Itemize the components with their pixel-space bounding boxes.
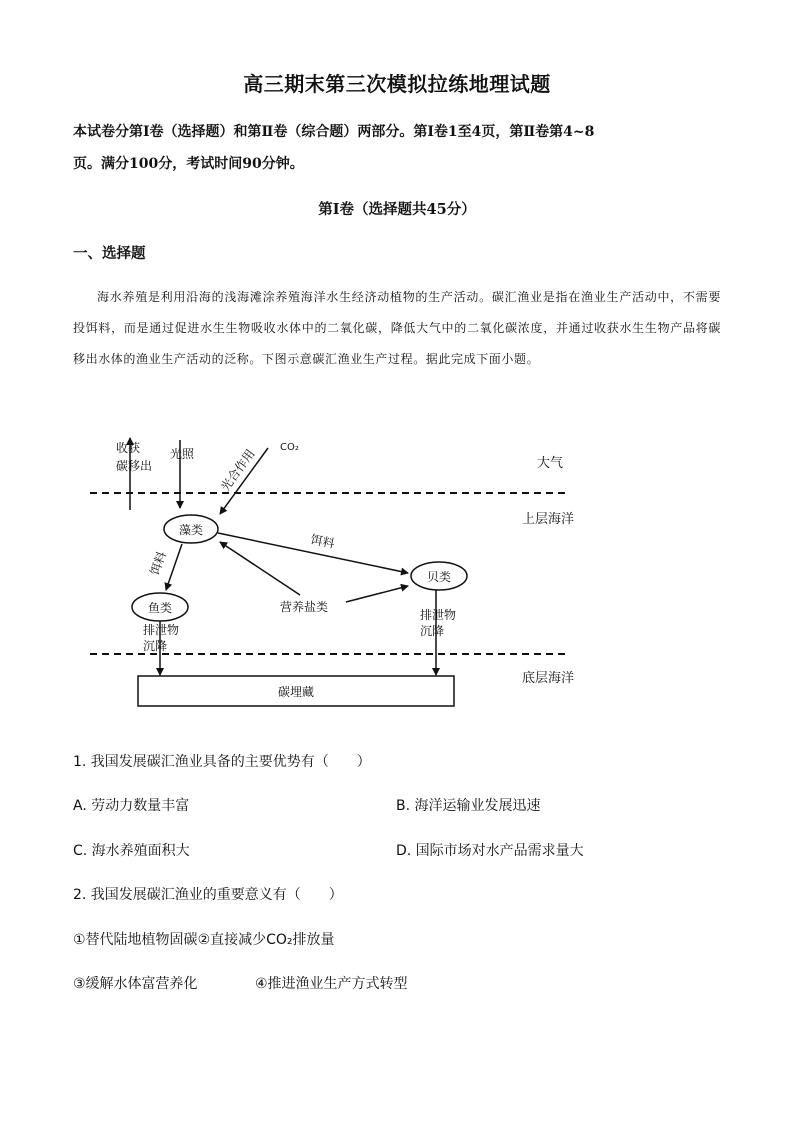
question-1-option-a[interactable]: A. 劳动力数量丰富 (73, 798, 190, 814)
question-2-item-1: ①替代陆地植物固碳 (73, 932, 198, 948)
feed-label-fish: 饵料 (147, 549, 170, 578)
carbon-sink-fishery-diagram (90, 430, 610, 720)
algae-label: 藻类 (178, 523, 204, 537)
shellfish-excreta-label-1: 排泄物 (420, 608, 457, 622)
intro-line-2: 页。满分100分，考试时间90分钟。 (73, 156, 304, 172)
question-1-option-c[interactable]: C. 海水养殖面积大 (73, 843, 190, 859)
nutrients-arrow-to-shellfish (346, 586, 408, 602)
feed-arrow-to-fish (166, 544, 182, 590)
photosynthesis-label: 光合作用 (218, 446, 258, 494)
part-heading: 一、选择题 (73, 245, 146, 262)
question-2-stem: 2. 我国发展碳汇渔业的重要意义有（ ） (73, 887, 343, 903)
co2-label: CO₂ (280, 442, 299, 453)
fish-label: 鱼类 (147, 601, 173, 615)
harvest-label-1: 收获 (116, 441, 141, 455)
question-1-option-b[interactable]: B. 海洋运输业发展迅速 (396, 798, 541, 814)
sunlight-label: 光照 (170, 447, 195, 461)
bottom-ocean-label: 底层海洋 (522, 671, 575, 686)
question-2-item-4: ④推进渔业生产方式转型 (255, 976, 408, 992)
reading-passage (73, 282, 721, 375)
page-title: 高三期末第三次模拟拉练地理试题 (243, 72, 551, 96)
intro-line-1: 本试卷分第Ⅰ卷（选择题）和第Ⅱ卷（综合题）两部分。第Ⅰ卷1至4页，第Ⅱ卷第4~8 (73, 124, 595, 140)
section-heading: 第Ⅰ卷（选择题共45分） (318, 201, 476, 218)
nutrients-arrow-to-algae (220, 542, 300, 595)
question-2-items-row-1 (73, 929, 335, 949)
nutrients-label: 营养盐类 (280, 600, 329, 614)
question-1-option-d[interactable]: D. 国际市场对水产品需求量大 (396, 843, 584, 859)
harvest-label-2: 碳移出 (116, 459, 153, 473)
feed-label-shellfish: 饵料 (309, 532, 336, 551)
passage-text: 海水养殖是利用沿海的浅海滩涂养殖海洋水生经济动植物的生产活动。碳汇渔业是指在渔业生产活动中，不需要投饵料，而是通过促进水生生物吸收水体中的二氧化碳，降低大气中的二氧化碳浓度，并通过收获水生生物产品将碳移出水体的渔业生产活动的泛称。下图示意碳汇渔业生产过程。据此完成下面小题。 (73, 290, 721, 366)
fish-excreta-label-2: 沉降 (143, 639, 168, 653)
fish-excreta-label-1: 排泄物 (143, 623, 180, 637)
question-2-item-3: ③缓解水体富营养化 (73, 976, 198, 992)
atmosphere-label: 大气 (537, 456, 564, 471)
shellfish-label: 贝类 (426, 570, 452, 584)
shellfish-excreta-label-2: 沉降 (420, 624, 445, 638)
carbon-burial-label: 碳埋藏 (277, 685, 315, 699)
upper-ocean-label: 上层海洋 (522, 512, 575, 527)
question-1-stem: 1. 我国发展碳汇渔业具备的主要优势有（ ） (73, 754, 371, 770)
question-2-item-2: ②直接减少CO₂排放量 (197, 932, 335, 948)
